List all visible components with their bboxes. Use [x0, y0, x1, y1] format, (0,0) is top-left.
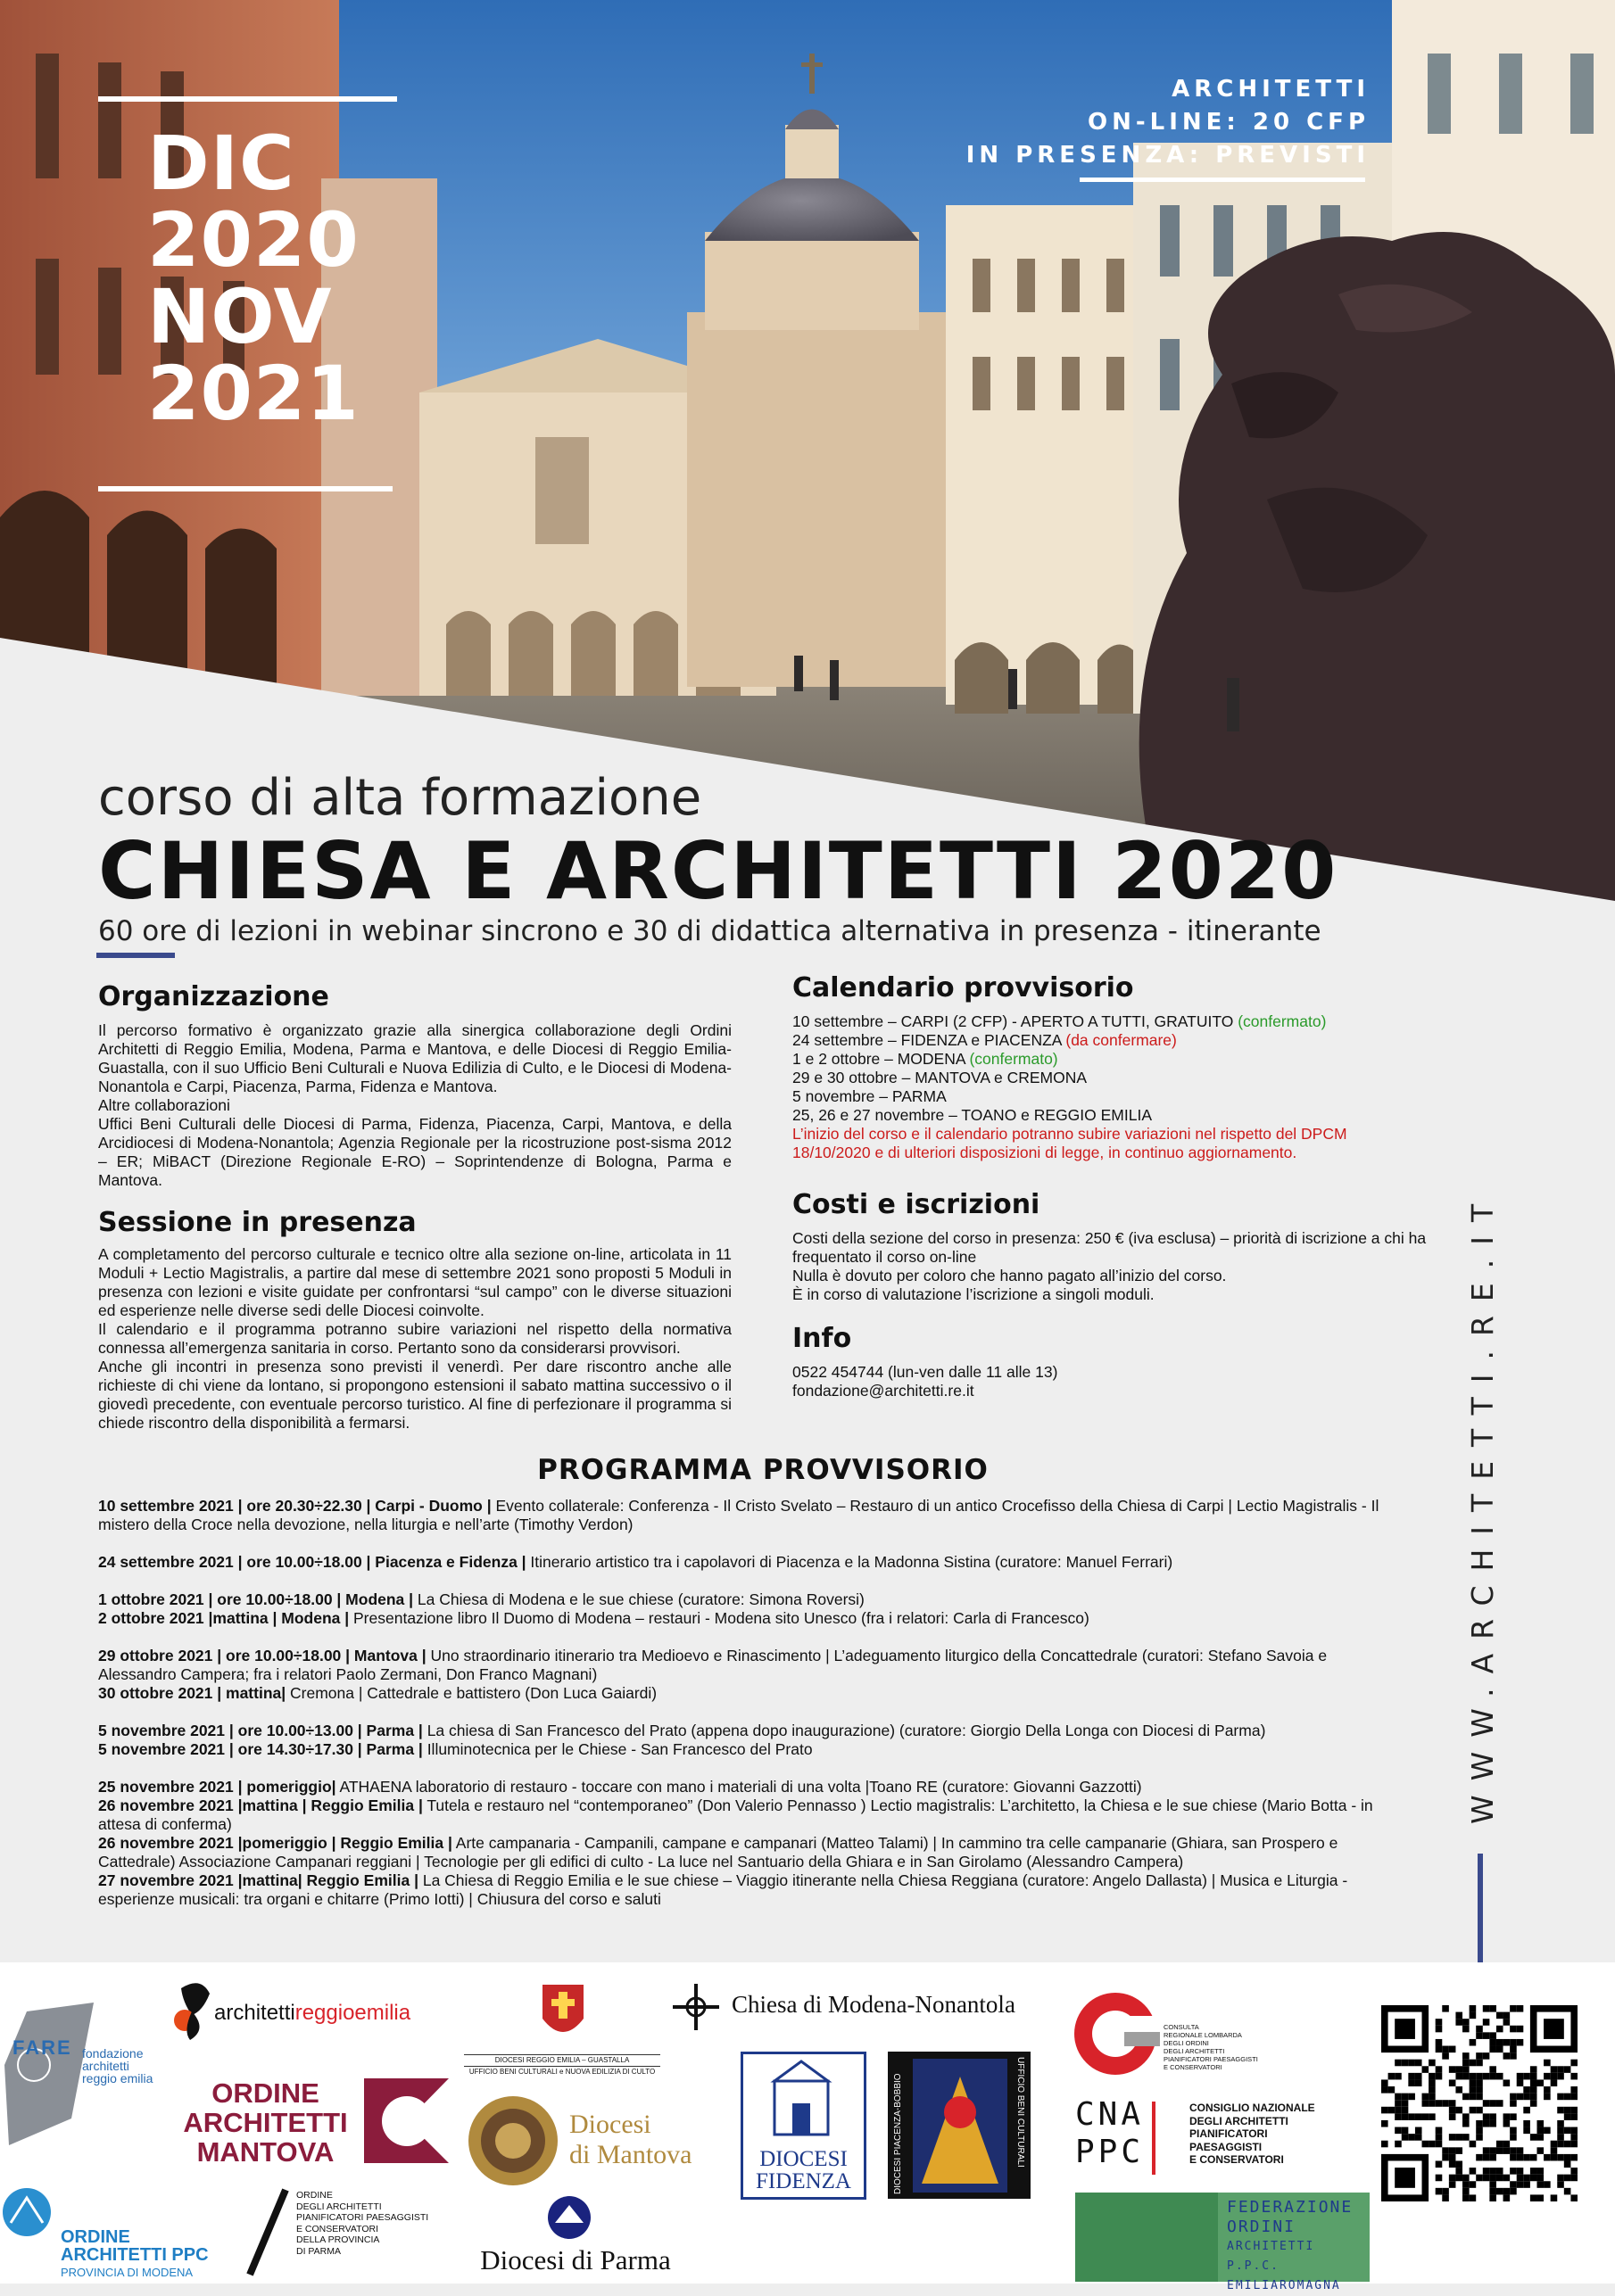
- programma-group: [98, 1778, 1392, 1909]
- course-title: CHIESA E ARCHITETTI 2020: [98, 825, 1338, 917]
- calendario-item: [792, 1031, 1435, 1050]
- programma-item: [98, 1590, 1392, 1609]
- cnappc-text: [1189, 2102, 1315, 2167]
- sessione-p2: Il calendario e il programma potranno subire variazioni nel rispetto della normativa connessa all’emergenza sanitaria in corso. Pertanto sono da considerarsi provvisori.: [98, 1320, 732, 1357]
- diocesi-piacenza-logo: [888, 2052, 1031, 2199]
- programma-item-when: 1 ottobre 2021 | ore 10.00÷18.00 | Modena |: [98, 1590, 414, 1608]
- fare-abbr: FARE: [12, 2036, 72, 2059]
- calendario-item-text: 10 settembre – CARPI (2 CFP) - APERTO A TUTTI, GRATUITO: [792, 1012, 1238, 1030]
- mantova-mark-icon: [364, 2078, 449, 2163]
- piacenza-right-label: UFFICIO BENI CULTURALI: [1015, 2057, 1025, 2168]
- programma-group: [98, 1722, 1392, 1759]
- ordine-architetti-parma-logo: [241, 2181, 455, 2279]
- date-line: NOV: [147, 273, 333, 360]
- title-accent-rule: [96, 953, 175, 958]
- programma-item-when: 27 novembre 2021 |mattina| Reggio Emilia |: [98, 1871, 418, 1889]
- programma-item: [98, 1778, 1392, 1796]
- date-bottom-rule: [98, 486, 393, 491]
- programma-item-when: 10 settembre 2021 | ore 20.30÷22.30 | Carpi - Duomo |: [98, 1497, 492, 1515]
- calendario-item: [792, 1106, 1435, 1125]
- fare-text: [82, 2047, 153, 2085]
- programma-item-desc: Uno straordinario itinerario tra Medioevo e Rinascimento | L’adeguamento liturgico della Concattedrale (curatori: Stefano Savoia e Alessandro Campera; fra i relatori Paolo Zermani, Don Franco Magnani): [98, 1647, 1328, 1683]
- qr-code-icon[interactable]: [1381, 2005, 1578, 2201]
- cfp-rule: [1080, 178, 1365, 182]
- calendario-item: [792, 1087, 1435, 1106]
- cnappc-line: PAESAGGISTI: [1189, 2140, 1263, 2153]
- calendario-heading: Calendario provvisorio: [792, 972, 1134, 1003]
- cathedral-icon: [743, 2054, 859, 2143]
- calendario-item: [792, 1069, 1435, 1087]
- parma-line: DELLA PROVINCIA: [296, 2234, 380, 2245]
- costi-heading: Costi e iscrizioni: [792, 1189, 1040, 1220]
- info-section: [792, 1323, 1417, 1400]
- costi-section: [792, 1189, 1435, 1304]
- programma-item: [98, 1740, 1392, 1759]
- qr-code[interactable]: [1381, 2005, 1578, 2201]
- ordine-architetti-modena-logo: [0, 2185, 232, 2279]
- cnappc-line: E CONSERVATORI: [1189, 2153, 1284, 2166]
- programma-item-desc: Tutela e restauro nel “contemporaneo” (Don Valerio Pennasso ) Lectio magistralis: L’architetto, la Chiesa e le sue chiese (Mario Botta - in attesa di conferma): [98, 1796, 1373, 1833]
- piacenza-art-icon: [913, 2059, 1007, 2193]
- arch-re-part: architetti: [214, 2001, 295, 2025]
- diocesi-mantova-line: di Mantova: [569, 2140, 692, 2169]
- federazione-block: [1075, 2193, 1218, 2282]
- modena-line: PROVINCIA DI MODENA: [61, 2266, 194, 2279]
- calendario-section: [792, 972, 1435, 1162]
- calendario-item-status: (confermato): [969, 1050, 1058, 1068]
- modena-circle-icon: [0, 2185, 54, 2239]
- piacenza-left-label: DIOCESI PIACENZA-BOBBIO: [893, 2073, 903, 2194]
- diocesi-fidenza-logo: [741, 2052, 866, 2200]
- fare-line: reggio emilia: [82, 2071, 153, 2085]
- consulta-line: PIANIFICATORI PAESAGGISTI: [1164, 2055, 1258, 2063]
- programma-item: [98, 1553, 1392, 1572]
- programma-item-desc: Evento collaterale: Conferenza - Il Cristo Svelato – Restauro di un antico Crocefisso della Chiesa di Carpi | Lectio Magistralis - Il mistero della Croce nella devozione, nella liturgia e nell’arte (Timothy Verdon): [98, 1497, 1379, 1533]
- programma-item-desc: Arte campanaria - Campanili, campane e campanari (Matteo Talami) | In cammino tra celle campanarie (Ghiara, san Prospero e Cattedrale) Associazione Campanari reggiani | Tecnologie per gli edifici di culto - La luce nel Santuario della Ghiara e in San Girolamo (Alessandro Campera): [98, 1834, 1338, 1871]
- parma-line: E CONSERVATORI: [296, 2223, 378, 2234]
- programma-item-when: 2 ottobre 2021 |mattina | Modena |: [98, 1609, 350, 1627]
- cnappc-abbr-line: CNA: [1075, 2096, 1145, 2133]
- date-line: DIC: [147, 120, 295, 207]
- calendario-item: [792, 1012, 1435, 1031]
- architetti-reggioemilia-text: [214, 2001, 410, 2026]
- mantova-line: ORDINE: [211, 2077, 319, 2109]
- fidenza-line: DIOCESI: [759, 2147, 848, 2171]
- programma-group: [98, 1647, 1392, 1703]
- cfp-line: IN PRESENZA: PREVISTI: [965, 142, 1370, 169]
- modena-wordmark: [61, 2228, 209, 2282]
- cnappc-abbr-line: PPC: [1075, 2134, 1145, 2170]
- cnappc-logo: [1075, 2096, 1343, 2185]
- organizzazione-text: Il percorso formativo è organizzato grazie alla sinergica collaborazione degli Ordini Architetti di Reggio Emilia, Modena, Parma e Mantova, e delle Diocesi di Reggio Emilia-Guastalla, con il suo Ufficio Beni Culturali e Nuova Edilizia di Culto, e le Diocesi di Modena-Nonantola e Carpi, Piacenza, Parma, Fidenza e Mantova.: [98, 1021, 732, 1095]
- programma-item: [98, 1684, 1392, 1703]
- parma-emblem-icon: [546, 2194, 592, 2241]
- ordine-architetti-mantova-logo: [178, 2078, 455, 2168]
- info-heading: Info: [792, 1323, 852, 1354]
- modena-nonantola-wordmark: Chiesa di Modena-Nonantola: [732, 1991, 1015, 2018]
- architetti-reggioemilia-logo: [165, 1976, 460, 2047]
- calendario-item-text: 1 e 2 ottobre – MODENA: [792, 1050, 970, 1068]
- organizzazione-heading: Organizzazione: [98, 981, 329, 1012]
- programma-item-when: 26 novembre 2021 |pomeriggio | Reggio Emilia |: [98, 1834, 452, 1852]
- calendario-item-text: 24 settembre – FIDENZA e PIACENZA: [792, 1031, 1066, 1049]
- parma-slash-icon: [241, 2181, 294, 2279]
- programma-item-desc: La Chiesa di Reggio Emilia e le sue chiese – Viaggio itinerante nella Chiesa Reggiana (curatore: Angelo Dallasta) | Musica e Liturgia - esperienze musicali: tra organi e chitarre (Primo Iotti) | Chiusura del corso e saluti: [98, 1871, 1348, 1908]
- costi-line: È in corso di valutazione l’iscrizione a singoli moduli.: [792, 1285, 1155, 1303]
- federazione-line: ORDINI: [1227, 2218, 1296, 2236]
- course-subtitle: 60 ore di lezioni in webinar sincrono e 30 di didattica alternativa in presenza - itinerante: [98, 915, 1321, 947]
- modena-line: ARCHITETTI PPC: [61, 2245, 209, 2265]
- website-accent-rule: [1478, 1854, 1483, 1968]
- date-range: [147, 120, 360, 437]
- programma-heading: PROGRAMMA PROVVISORIO: [537, 1454, 989, 1486]
- federazione-line: EMILIAROMAGNA: [1227, 2279, 1341, 2292]
- modena-line: ORDINE: [61, 2227, 130, 2247]
- programma-item: [98, 1647, 1392, 1684]
- website-vertical[interactable]: WWW.ARCHITETTI.RE.IT: [1465, 1189, 1500, 1824]
- diocesi-reggio-line: UFFICIO BENI CULTURALI e NUOVA EDILIZIA DI CULTO: [464, 2066, 660, 2077]
- programma-item-desc: ATHAENA laboratorio di restauro - toccare con mano i materiali di una volta |Toano RE (curatore: Giovanni Gazzotti): [335, 1778, 1142, 1796]
- mantova-line: MANTOVA: [196, 2136, 335, 2168]
- cfp-info: [834, 73, 1370, 172]
- mantova-line: ARCHITETTI: [183, 2107, 348, 2138]
- programma-list: [98, 1497, 1392, 1928]
- consulta-line: E CONSERVATORI: [1164, 2063, 1222, 2071]
- programma-item-when: 26 novembre 2021 |mattina | Reggio Emilia |: [98, 1796, 423, 1814]
- programma-item-desc: Presentazione libro Il Duomo di Modena – restauri - Modena sito Unesco (fra i relatori: Carla di Francesco): [349, 1609, 1089, 1627]
- costi-line: Nulla è dovuto per coloro che hanno pagato all’inizio del corso.: [792, 1267, 1227, 1284]
- programma-item-when: 30 ottobre 2021 | mattina|: [98, 1684, 286, 1702]
- date-top-rule: [98, 96, 397, 102]
- altre-collaborazioni-label: Altre collaborazioni: [98, 1096, 230, 1114]
- course-kicker: corso di alta formazione: [98, 769, 702, 827]
- programma-item-desc: Itinerario artistico tra i capolavori di Piacenza e la Madonna Sistina (curatore: Manuel Ferrari): [526, 1553, 1173, 1571]
- organizzazione-section: [98, 981, 732, 1190]
- calendario-item-text: 25, 26 e 27 novembre – TOANO e REGGIO EMILIA: [792, 1106, 1153, 1124]
- date-line: 2020: [147, 196, 360, 284]
- programma-item: [98, 1871, 1392, 1909]
- fidenza-line: FIDENZA: [756, 2169, 851, 2193]
- fare-logo: [0, 1985, 170, 2154]
- parma-line: DI PARMA: [296, 2245, 341, 2257]
- diocesi-parma-wordmark: Diocesi di Parma: [480, 2244, 671, 2275]
- diocesi-mantova-logo: [464, 2092, 714, 2190]
- sessione-p3: Anche gli incontri in presenza sono previsti il venerdì. Per dare riscontro anche alle richieste di chi viene da lontano, si propongono estensioni il sabato mattina successivo o il giovedì precedente, con eventuale percorso turistico. Al fine di perfezionare il programma si chiede riscontro della disponibilità a fermarsi.: [98, 1358, 732, 1432]
- arch-re-part: reggioemilia: [294, 2001, 411, 2025]
- programma-item-desc: La chiesa di San Francesco del Prato (appena dopo inaugurazione) (curatore: Giorgio Della Longa con Diocesi di Parma): [422, 1722, 1266, 1739]
- programma-item-desc: Cremona | Cattedrale e battistero (Don Luca Gaiardi): [286, 1684, 658, 1702]
- consulta-mark-icon: [1071, 1989, 1160, 2078]
- diocesi-parma-logo: [464, 2194, 678, 2279]
- cross-icon: [669, 1980, 723, 2034]
- federazione-line: ARCHITETTI P.P.C.: [1227, 2240, 1315, 2273]
- programma-group: [98, 1497, 1392, 1534]
- consulta-line: REGIONALE LOMBARDA: [1164, 2031, 1242, 2039]
- fidenza-wordmark: [743, 2148, 864, 2193]
- programma-item-when: 5 novembre 2021 | ore 10.00÷13.00 | Parma |: [98, 1722, 423, 1739]
- sessione-p1: A completamento del percorso culturale e tecnico oltre alla sezione on-line, articolata in 11 Moduli + Lectio Magistralis, a partire dal mese di settembre 2021 sono proposti 5 Moduli in presenza con lezioni e visite guidate per confrontarsi “sul campo” con le diverse situazioni ed esperienze nelle diverse sedi delle Diocesi coinvolte.: [98, 1245, 732, 1319]
- diocesi-reggio-line: DIOCESI REGGIO EMILIA – GUASTALLA: [494, 2056, 630, 2064]
- fare-line: fondazione: [82, 2046, 144, 2061]
- diocesi-mantova-line: Diocesi: [569, 2110, 651, 2139]
- calendario-item-status: (confermato): [1238, 1012, 1327, 1030]
- consulta-text: [1164, 2023, 1258, 2071]
- federazione-logo: [1075, 2193, 1370, 2292]
- diocesi-reggio-logo: [464, 1976, 660, 2083]
- costi-line: Costi della sezione del corso in presenza: 250 € (iva esclusa) – priorità di iscrizione a chi ha frequentato il corso on-line: [792, 1229, 1427, 1266]
- mantova-wordmark: [178, 2078, 352, 2167]
- consulta-line: DEGLI ARCHITETTI: [1164, 2047, 1225, 2055]
- federazione-line: FEDERAZIONE: [1227, 2198, 1354, 2217]
- programma-item-desc: Illuminotecnica per le Chiese - San Francesco del Prato: [422, 1740, 813, 1758]
- cnappc-line: CONSIGLIO NAZIONALE: [1189, 2102, 1315, 2114]
- fare-line: architetti: [82, 2059, 129, 2073]
- date-line: 2021: [147, 350, 360, 437]
- parma-line: ORDINE: [296, 2190, 333, 2201]
- programma-item-desc: La Chiesa di Modena e le sue chiese (curatore: Simona Roversi): [413, 1590, 865, 1608]
- cfp-line: ARCHITETTI: [1172, 76, 1370, 103]
- programma-item-when: 29 ottobre 2021 | ore 10.00÷18.00 | Mantova |: [98, 1647, 427, 1664]
- cnappc-divider: [1152, 2102, 1155, 2175]
- parma-line: DEGLI ARCHITETTI: [296, 2201, 382, 2212]
- programma-item: [98, 1609, 1392, 1628]
- calendario-list: [792, 1012, 1435, 1162]
- parma-wordmark: [296, 2190, 428, 2257]
- consulta-lombarda-logo: [1071, 1989, 1303, 2087]
- programma-item-when: 24 settembre 2021 | ore 10.00÷18.00 | Piacenza e Fidenza |: [98, 1553, 526, 1571]
- mantova-seal-icon: [464, 2092, 562, 2190]
- info-phone: 0522 454744 (lun-ven dalle 11 alle 13): [792, 1363, 1058, 1381]
- info-email[interactable]: fondazione@architetti.re.it: [792, 1382, 974, 1400]
- consulta-line: CONSULTA: [1164, 2023, 1199, 2031]
- programma-group: [98, 1553, 1392, 1572]
- sessione-section: [98, 1207, 732, 1433]
- programma-group: [98, 1590, 1392, 1628]
- cfp-line: ON-LINE: 20 CFP: [1088, 109, 1370, 136]
- parma-line: PIANIFICATORI PAESAGGISTI: [296, 2212, 429, 2223]
- programma-item-when: 5 novembre 2021 | ore 14.30÷17.30 | Parma |: [98, 1740, 423, 1758]
- programma-item: [98, 1834, 1392, 1871]
- calendario-item-text: 5 novembre – PARMA: [792, 1087, 947, 1105]
- bishop-crest-icon: [534, 1976, 592, 2047]
- sessione-heading: Sessione in presenza: [98, 1207, 417, 1238]
- calendario-warning: L’inizio del corso e il calendario potranno subire variazioni nel rispetto del DPCM 18/10/2020 e di ulteriori disposizioni di legge, in continuo aggiornamento.: [792, 1125, 1347, 1161]
- cnappc-line: PIANIFICATORI: [1189, 2127, 1268, 2140]
- calendario-item-status: (da confermare): [1065, 1031, 1177, 1049]
- calendario-item-text: 29 e 30 ottobre – MANTOVA e CREMONA: [792, 1069, 1088, 1086]
- altre-collaborazioni-text: Uffici Beni Culturali delle Diocesi di Parma, Fidenza, Piacenza, Carpi, Mantova, e della Arcidiocesi di Modena-Nonantola; Agenzia Regionale per la ricostruzione post-sisma 2012 – ER; MiBACT (Direzione Regionale E-RO) – Soprintendenze di Bologna, Parma e Mantova.: [98, 1115, 732, 1189]
- diocesi-mantova-wordmark: [569, 2110, 692, 2170]
- federazione-text: [1227, 2198, 1370, 2296]
- calendario-item: [792, 1050, 1435, 1069]
- consulta-line: DEGLI ORDINI: [1164, 2039, 1209, 2047]
- diocesi-reggio-text: [464, 2054, 660, 2077]
- programma-item: [98, 1796, 1392, 1834]
- programma-item-when: 25 novembre 2021 | pomeriggio|: [98, 1778, 336, 1796]
- programma-item: [98, 1497, 1392, 1534]
- modena-nonantola-logo: [669, 1980, 1044, 2034]
- brush-mark-icon: [165, 1976, 219, 2047]
- programma-item: [98, 1722, 1392, 1740]
- cnappc-line: DEGLI ARCHITETTI: [1189, 2114, 1288, 2127]
